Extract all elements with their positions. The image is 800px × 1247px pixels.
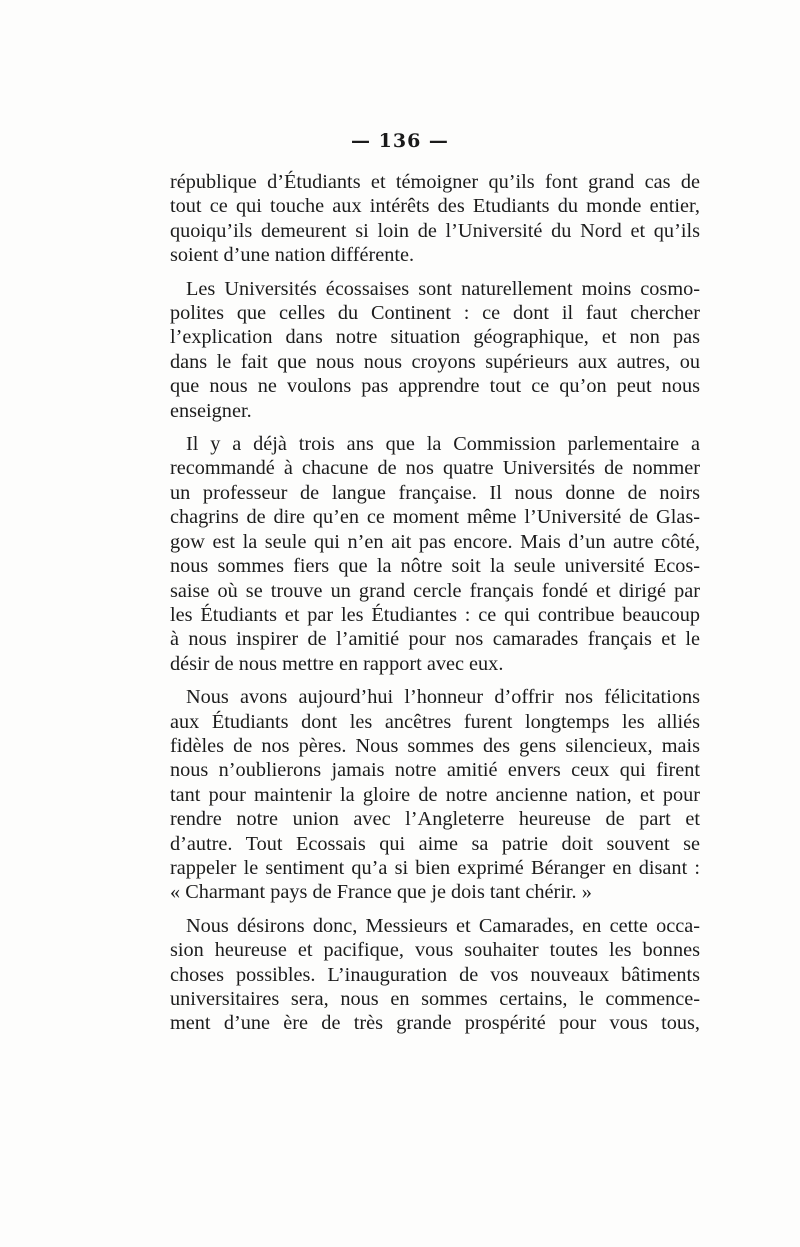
text-line: à nous inspirer de l’amitié pour nos camarades français et le: [170, 628, 700, 651]
text-line: chagrins de dire qu’en ce moment même l’Université de Glas-: [170, 506, 700, 529]
text-line: nous sommes fiers que la nôtre soit la seule université Ecos-: [170, 555, 700, 578]
text-line: quoiqu’ils demeurent si loin de l’Université du Nord et qu’ils: [170, 219, 700, 242]
text-line: république d’Étudiants et témoigner qu’ils font grand cas de: [170, 171, 700, 193]
paragraph-5: [170, 914, 700, 1036]
paragraph-4: [170, 685, 700, 905]
paragraph-3: [170, 432, 700, 676]
text-line: désir de nous mettre en rapport avec eux.: [170, 652, 504, 675]
text-line: Nous avons aujourd’hui l’honneur d’offrir nos félicitations: [186, 686, 700, 709]
text-line: rappeler le sentiment qu’a si bien exprimé Béranger en disant :: [170, 856, 700, 879]
paragraph-2: [170, 277, 700, 423]
text-line: Il y a déjà trois ans que la Commission parlementaire a: [186, 433, 700, 456]
text-line: enseigner.: [170, 399, 252, 422]
text-line: choses possibles. L’inauguration de vos nouveaux bâtiments: [170, 963, 700, 986]
body-text: [170, 170, 700, 1045]
paragraph-1: [170, 170, 700, 268]
text-line: les Étudiants et par les Étudiantes : ce qui contribue beaucoup: [170, 603, 700, 626]
text-line: « Charmant pays de France que je dois tant chérir. »: [170, 881, 592, 904]
text-line: polites que celles du Continent : ce dont il faut chercher: [170, 302, 700, 325]
text-line: recommandé à chacune de nos quatre Universités de nommer: [170, 457, 700, 480]
text-line: tant pour maintenir la gloire de notre ancienne nation, et pour: [170, 783, 700, 806]
text-line: l’explication dans notre situation géographique, et non pas: [170, 326, 700, 349]
text-line: un professeur de langue française. Il nous donne de noirs: [170, 481, 700, 504]
text-line: saise où se trouve un grand cercle français fondé et dirigé par: [170, 579, 700, 602]
text-line: fidèles de nos pères. Nous sommes des gens silencieux, mais: [170, 734, 700, 757]
text-line: que nous ne voulons pas apprendre tout ce qu’on peut nous: [170, 375, 700, 398]
text-line: gow est la seule qui n’en ait pas encore. Mais d’un autre côté,: [170, 530, 700, 553]
text-line: sion heureuse et pacifique, vous souhaiter toutes les bonnes: [170, 939, 700, 962]
text-line: universitaires sera, nous en sommes certains, le commence-: [170, 988, 700, 1010]
text-line: ment d’une ère de très grande prospérité pour vous tous,: [170, 1012, 700, 1035]
page-number: — 136 —: [351, 130, 449, 152]
text-line: d’autre. Tout Ecossais qui aime sa patrie doit souvent se: [170, 832, 700, 855]
text-line: Nous désirons donc, Messieurs et Camarades, en cette occa-: [186, 914, 700, 937]
text-line: soient d’une nation différente.: [170, 244, 415, 267]
text-line: nous n’oublierons jamais notre amitié envers ceux qui firent: [170, 759, 700, 782]
text-line: Les Universités écossaises sont naturellement moins cosmo-: [186, 277, 700, 300]
text-line: tout ce qui touche aux intérêts des Etudiants du monde entier,: [170, 195, 700, 218]
text-line: dans le fait que nous nous croyons supérieurs aux autres, ou: [170, 350, 700, 373]
text-line: rendre notre union avec l’Angleterre heureuse de part et: [170, 808, 700, 831]
text-line: aux Étudiants dont les ancêtres furent longtemps les alliés: [170, 710, 700, 733]
